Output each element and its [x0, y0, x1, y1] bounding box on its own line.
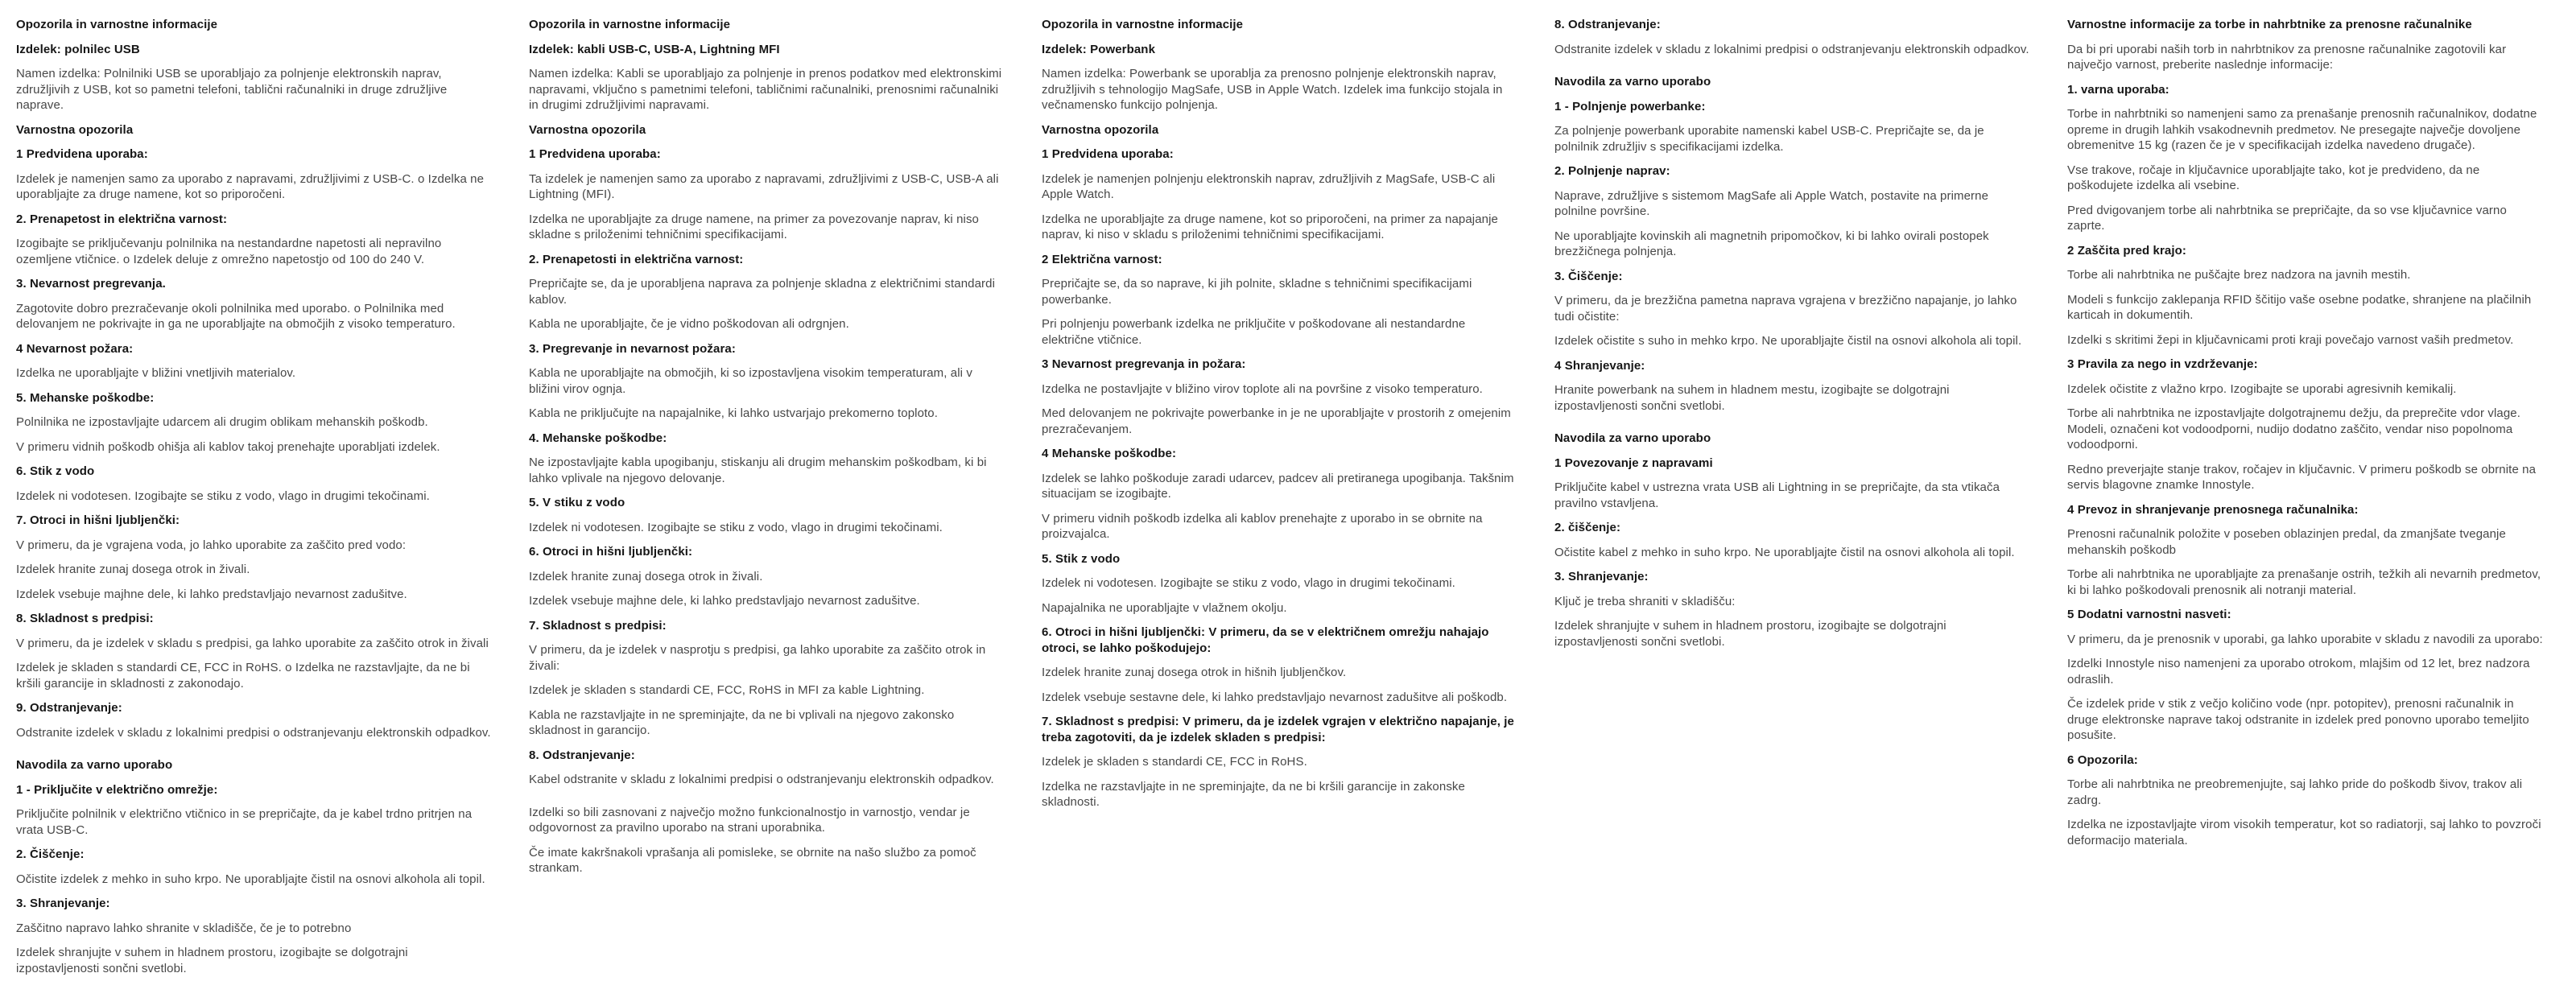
- paragraph: Izdelek očistite z vlažno krpo. Izogibajte se uporabi agresivnih kemikalij.: [2067, 381, 2457, 396]
- paragraph: V primeru, da je izdelek v nasprotju s predpisi, ga lahko uporabite za zaščito otrok in živali:: [529, 643, 986, 673]
- paragraph: Za polnjenje powerbank uporabite namenski kabel USB-C. Prepričajte se, da je polnilnik združljiv s specifikacijami izdelka.: [1554, 124, 1984, 154]
- section-heading: 8. Skladnost s predpisi:: [16, 612, 154, 625]
- section-heading: Varnostna opozorila: [529, 122, 646, 137]
- paragraph: Izdelek ni vodotesen. Izogibajte se stiku z vodo, vlago in drugimi tekočinami.: [1042, 576, 1455, 590]
- paragraph: Torbe ali nahrbtnika ne uporabljajte za prenašanje ostrih, težkih ali nevarnih predmetov, ki bi lahko poškodovali prenosnik ali notranji material.: [2067, 567, 2541, 597]
- paragraph: Prepričajte se, da so naprave, ki jih polnite, skladne s tehničnimi specifikacijami powerbanke.: [1042, 277, 1472, 307]
- section-heading: 6. Stik z vodo: [16, 464, 95, 478]
- paragraph: Kabla ne uporabljajte na območjih, ki so izpostavljena visokim temperaturam, ali v bližini virov ognja.: [529, 366, 972, 396]
- paragraph: Zaščitno napravo lahko shranite v skladišče, če je to potrebno: [16, 921, 352, 935]
- section-heading: 2. Prenapetosti in električna varnost:: [529, 252, 744, 266]
- paragraph: Izdelek je skladen s standardi CE, FCC in RoHS.: [1042, 755, 1307, 769]
- section-heading: 1 Predvidena uporaba:: [16, 147, 148, 161]
- section-heading: 1. varna uporaba:: [2067, 82, 2169, 97]
- paragraph: Izdelek vsebuje majhne dele, ki lahko predstavljajo nevarnost zadušitve.: [529, 594, 920, 608]
- section-heading: 5. V stiku z vodo: [529, 496, 625, 509]
- paragraph: Izdelka ne uporabljajte za druge namene, kot so priporočeni, na primer za napajanje naprav, ki niso v skladu s priloženimi tehničnimi specifikacijami.: [1042, 212, 1498, 241]
- paragraph: Izdelek hranite zunaj dosega otrok in živali.: [529, 569, 763, 583]
- paragraph: Izdelki Innostyle niso namenjeni za uporabo otrokom, mlajšim od 12 let, brez nadzora odraslih.: [2067, 657, 2530, 686]
- paragraph: Namen izdelka: Polnilniki USB se uporabljajo za polnjenje elektronskih naprav, združljivih z USB, kot so pametni telefoni, tablični računalniki in druge združljive naprave.: [16, 67, 448, 112]
- section-heading: 3. Shranjevanje:: [1554, 570, 1649, 583]
- paragraph: Polnilnika ne izpostavljajte udarcem ali drugim oblikam mehanskih poškodb.: [16, 415, 428, 429]
- section-heading: 7. Skladnost s predpisi:: [529, 618, 667, 633]
- paragraph: Priključite kabel v ustrezna vrata USB ali Lightning in se prepričajte, da sta vtikača pravilno vstavljena.: [1554, 480, 2000, 510]
- paragraph: Med delovanjem ne pokrivajte powerbanke in je ne uporabljajte v prostorih z omejenim prezračevanjem.: [1042, 406, 1511, 436]
- section-heading: Opozorila in varnostne informacije: [1042, 18, 1244, 31]
- paragraph: Izdelek je namenjen samo za uporabo z napravami, združljivimi z USB-C. o Izdelka ne uporabljajte za druge namene, kot so priporočeni.: [16, 171, 485, 201]
- section-heading: Opozorila in varnostne informacije: [529, 18, 731, 31]
- paragraph: Če izdelek pride v stik z večjo količino vode (npr. potopitev), prenosni računalnik in druge elektronske naprave takoj odstranite in izdelek pred ponovno uporabo temeljito posušite.: [2067, 697, 2529, 742]
- paragraph: Vse trakove, ročaje in ključavnice uporabljajte tako, kot je predvideno, da ne poškodujete izdelka ali vsebine.: [2067, 163, 2480, 192]
- section-heading: 2 Električna varnost:: [1042, 252, 1162, 266]
- section-heading: 4 Shranjevanje:: [1554, 358, 1645, 373]
- column-powerbank-usage: [1554, 17, 2032, 658]
- section-heading: 4 Nevarnost požara:: [16, 341, 134, 356]
- paragraph: Zagotovite dobro prezračevanje okoli polnilnika med uporabo. o Polnilnika med delovanjem ne pokrivajte in ga ne uporabljajte na območjih z visoko temperaturo.: [16, 301, 456, 331]
- paragraph: V primeru, da je izdelek v skladu s predpisi, ga lahko uporabite za zaščito otrok in živali: [16, 636, 489, 650]
- section-heading: 3 Pravila za nego in vzdrževanje:: [2067, 357, 2258, 371]
- paragraph: Napajalnika ne uporabljajte v vlažnem okolju.: [1042, 600, 1287, 615]
- paragraph: Priključite polnilnik v električno vtičnico in se prepričajte, da je kabel trdno pritrjen na vrata USB-C.: [16, 807, 473, 837]
- column-usb-charger: [16, 17, 493, 985]
- paragraph: Kabla ne razstavljajte in ne spreminjajte, da ne bi vplivali na njegovo zakonsko skladnost in garancijo.: [529, 707, 955, 737]
- section-heading: Varnostna opozorila: [1042, 122, 1159, 137]
- paragraph: V primeru vidnih poškodb ohišja ali kablov takoj prenehajte uporabljati izdelek.: [16, 439, 440, 454]
- section-heading: 4. Mehanske poškodbe:: [529, 431, 667, 445]
- section-heading: 8. Odstranjevanje:: [529, 748, 635, 762]
- paragraph: Izdelek je skladen s standardi CE, FCC in RoHS. o Izdelka ne razstavljajte, da ne bi kršili garancije in skladnosti z zakonodajo.: [16, 661, 470, 691]
- paragraph: Prepričajte se, da je uporabljena naprava za polnjenje skladna z električnimi standardi kablov.: [529, 277, 996, 307]
- column-laptop-bags: [2067, 17, 2545, 857]
- paragraph: Naprave, združljive s sistemom MagSafe ali Apple Watch, postavite na primerne polnilne površine.: [1554, 188, 1989, 218]
- paragraph: Izdelka ne postavljajte v bližino virov toplote ali na površine z visoko temperaturo.: [1042, 381, 1483, 396]
- section-heading: 2. čiščenje:: [1554, 521, 1621, 534]
- paragraph: Ta izdelek je namenjen samo za uporabo z napravami, združljivimi z USB-C, USB-A ali Lightning (MFI).: [529, 171, 999, 201]
- section-heading: 6. Otroci in hišni ljubljenčki:: [529, 545, 693, 559]
- section-heading: 7. Otroci in hišni ljubljenčki:: [16, 513, 180, 527]
- paragraph: Namen izdelka: Kabli se uporabljajo za polnjenje in prenos podatkov med elektronskimi napravami, vključno s pametnimi telefoni, tabličnimi računalniki, prenosnimi računalniki in drugimi združljivimi napravami.: [529, 67, 1002, 112]
- section-heading: Navodila za varno uporabo: [1554, 75, 1711, 89]
- section-heading: Opozorila in varnostne informacije: [16, 18, 218, 31]
- section-heading: 6. Otroci in hišni ljubljenčki: V primeru, da se v električnem omrežju nahajajo otroci, se lahko poškodujejo:: [1042, 625, 1489, 655]
- section-heading: 1 Predvidena uporaba:: [529, 147, 661, 161]
- paragraph: Hranite powerbank na suhem in hladnem mestu, izogibajte se dolgotrajni izpostavljenosti sončni svetlobi.: [1554, 383, 1950, 413]
- paragraph: Izdelek očistite s suho in mehko krpo. Ne uporabljajte čistil na osnovi alkohola ali topil.: [1554, 334, 2022, 348]
- section-heading: Varnostna opozorila: [16, 122, 134, 137]
- section-heading: 8. Odstranjevanje:: [1554, 18, 1661, 31]
- paragraph: Torbe ali nahrbtnika ne puščajte brez nadzora na javnih mestih.: [2067, 268, 2411, 282]
- section-heading: 3. Nevarnost pregrevanja.: [16, 277, 166, 291]
- paragraph: Odstranite izdelek v skladu z lokalnimi predpisi o odstranjevanju elektronskih odpadkov.: [1554, 42, 2029, 56]
- paragraph: Očistite izdelek z mehko in suho krpo. Ne uporabljajte čistil na osnovi alkohola ali topil.: [16, 872, 485, 886]
- column-powerbank: [1042, 17, 1519, 819]
- paragraph: Namen izdelka: Powerbank se uporablja za prenosno polnjenje elektronskih naprav, združljivih s tehnologijo MagSafe, USB in Apple Watch. Izdelek ima funkcijo stojala in večnamensko funkcijo polnjenja.: [1042, 67, 1503, 112]
- section-heading: 4 Prevoz in shranjevanje prenosnega računalnika:: [2067, 502, 2359, 517]
- paragraph: Izdelek vsebuje majhne dele, ki lahko predstavljajo nevarnost zadušitve.: [16, 587, 407, 601]
- paragraph: Izdelka ne izpostavljajte virom visokih temperatur, kot so radiatorji, saj lahko to povzroči deformacijo materiala.: [2067, 818, 2541, 847]
- paragraph: V primeru, da je brezžična pametna naprava vgrajena v brezžično napajanje, jo lahko tudi očistite:: [1554, 294, 2017, 324]
- paragraph: Očistite kabel z mehko in suho krpo. Ne uporabljajte čistil na osnovi alkohola ali topil.: [1554, 545, 2015, 559]
- paragraph: V primeru vidnih poškodb izdelka ali kablov prenehajte z uporabo in se obrnite na proizvajalca.: [1042, 511, 1483, 541]
- paragraph: Izdelki s skritimi žepi in ključavnicami proti kraji povečajo varnost vaših predmetov.: [2067, 332, 2514, 347]
- section-heading: Varnostne informacije za torbe in nahrbtnike za prenosne računalnike: [2067, 18, 2472, 31]
- paragraph: Torbe ali nahrbtnika ne izpostavljajte dolgotrajnemu dežju, da preprečite vdor vlage. Modeli, označeni kot vodoodporni, nudijo dodatno zaščito, vendar niso popolnoma vodoodporni.: [2067, 406, 2520, 451]
- section-heading: Navodila za varno uporabo: [16, 758, 173, 772]
- section-heading: 2. Prenapetost in električna varnost:: [16, 212, 228, 226]
- paragraph: V primeru, da je vgrajena voda, jo lahko uporabite za zaščito pred vodo:: [16, 538, 407, 552]
- paragraph: Izdelek je namenjen polnjenju elektronskih naprav, združljivih z MagSafe, USB-C ali Apple Watch.: [1042, 171, 1496, 201]
- section-heading: 1 Predvidena uporaba:: [1042, 147, 1174, 161]
- paragraph: Izdelek hranite zunaj dosega otrok in živali.: [16, 563, 250, 576]
- section-heading: 7. Skladnost s predpisi: V primeru, da je izdelek vgrajen v električno napajanje, je treba zagotoviti, da je izdelek skladen s predpisi:: [1042, 715, 1514, 744]
- paragraph: Pri polnjenju powerbank izdelka ne priključite v poškodovane ali nestandardne električne vtičnice.: [1042, 317, 1466, 347]
- section-heading: 3. Shranjevanje:: [16, 897, 110, 910]
- paragraph: Izdelka ne uporabljajte za druge namene, na primer za povezovanje naprav, ki niso skladne s priloženimi tehničnimi specifikacijami.: [529, 212, 979, 241]
- paragraph: Izdelka ne razstavljajte in ne spreminjajte, da ne bi kršili garancije in zakonske skladnosti.: [1042, 779, 1465, 809]
- paragraph: Izdelek ni vodotesen. Izogibajte se stiku z vodo, vlago in drugimi tekočinami.: [16, 489, 430, 503]
- paragraph: V primeru, da je prenosnik v uporabi, ga lahko uporabite v skladu z navodili za uporabo:: [2067, 632, 2543, 646]
- section-heading: 1 - Priključite v električno omrežje:: [16, 782, 218, 797]
- section-heading: 6 Opozorila:: [2067, 752, 2138, 767]
- section-heading: Izdelek: polnilec USB: [16, 42, 140, 56]
- paragraph: Izdelek se lahko poškoduje zaradi udarcev, padcev ali pretiranega upogibanja. Takšnim situacijam se izogibajte.: [1042, 471, 1514, 501]
- paragraph: Da bi pri uporabi naših torb in nahrbtnikov za prenosne računalnike zagotovili kar največjo varnost, preberite naslednje informacije:: [2067, 42, 2507, 72]
- paragraph: Izdelek shranjujte v suhem in hladnem prostoru, izogibajte se dolgotrajni izpostavljenosti sončni svetlobi.: [16, 946, 408, 975]
- column-cables: [529, 17, 1006, 885]
- paragraph: Izdelek hranite zunaj dosega otrok in hišnih ljubljenčkov.: [1042, 666, 1347, 679]
- section-heading: 5 Dodatni varnostni nasveti:: [2067, 608, 2231, 621]
- paragraph: Ne izpostavljajte kabla upogibanju, stiskanju ali drugim mehanskim poškodbam, ki bi lahko vplivale na njegovo delovanje.: [529, 456, 987, 485]
- paragraph: Modeli s funkcijo zaklepanja RFID ščitijo vaše osebne podatke, shranjene na plačilnih karticah in dokumentih.: [2067, 292, 2532, 322]
- paragraph: Izdelek je skladen s standardi CE, FCC, RoHS in MFI za kable Lightning.: [529, 683, 925, 697]
- paragraph: Torbe ali nahrbtnika ne preobremenjujte, saj lahko pride do poškodb šivov, trakov ali zadrg.: [2067, 777, 2523, 807]
- section-heading: Izdelek: Powerbank: [1042, 42, 1156, 56]
- section-heading: Navodila za varno uporabo: [1554, 431, 1711, 445]
- paragraph: Izdelek ni vodotesen. Izogibajte se stiku z vodo, vlago in drugimi tekočinami.: [529, 520, 943, 534]
- section-heading: 3. Pregrevanje in nevarnost požara:: [529, 341, 736, 356]
- section-heading: Izdelek: kabli USB-C, USB-A, Lightning MFI: [529, 42, 780, 56]
- paragraph: Odstranite izdelek v skladu z lokalnimi predpisi o odstranjevanju elektronskih odpadkov.: [16, 725, 491, 740]
- paragraph: Prenosni računalnik položite v poseben oblazinjen predal, da zmanjšate tveganje mehanskih poškodb: [2067, 527, 2506, 557]
- section-heading: 5. Mehanske poškodbe:: [16, 390, 155, 405]
- paragraph: Pred dvigovanjem torbe ali nahrbtnika se prepričajte, da so vse ključavnice varno zaprte.: [2067, 203, 2507, 233]
- paragraph: Kabla ne priključujte na napajalnike, ki lahko ustvarjajo prekomerno toploto.: [529, 406, 938, 420]
- paragraph: Redno preverjajte stanje trakov, ročajev in ključavnic. V primeru poškodb se obrnite na servis blagovne znamke Innostyle.: [2067, 462, 2537, 492]
- paragraph: Ključ je treba shraniti v skladišču:: [1554, 594, 1736, 608]
- section-heading: 2 Zaščita pred krajo:: [2067, 243, 2186, 258]
- section-heading: 3 Nevarnost pregrevanja in požara:: [1042, 357, 1246, 371]
- section-heading: 2. Čiščenje:: [16, 847, 85, 861]
- paragraph: Kabla ne uporabljajte, če je vidno poškodovan ali odrgnjen.: [529, 317, 849, 331]
- section-heading: 5. Stik z vodo: [1042, 551, 1121, 566]
- paragraph: Če imate kakršnakoli vprašanja ali pomisleke, se obrnite na našo službo za pomoč strankam.: [529, 845, 976, 875]
- paragraph: Izdelek shranjujte v suhem in hladnem prostoru, izogibajte se dolgotrajni izpostavljenosti sončni svetlobi.: [1554, 619, 1946, 649]
- section-heading: 2. Polnjenje naprav:: [1554, 164, 1670, 178]
- paragraph: Izdelek vsebuje sestavne dele, ki lahko predstavljajo nevarnost zadušitve ali poškodb.: [1042, 690, 1508, 704]
- section-heading: 1 Povezovanje z napravami: [1554, 456, 1713, 470]
- section-heading: 9. Odstranjevanje:: [16, 701, 122, 715]
- paragraph: Torbe in nahrbtniki so namenjeni samo za prenašanje prenosnih računalnikov, dodatne opreme in drugih lahkih vsakodnevnih predmetov. Ne presegajte največje dovoljene obremenitve 15 kg (razen če je v specifikacijah izdelka navedeno drugače).: [2067, 107, 2537, 152]
- paragraph: Izdelka ne uporabljajte v bližini vnetljivih materialov.: [16, 366, 296, 380]
- paragraph: Kabel odstranite v skladu z lokalnimi predpisi o odstranjevanju elektronskih odpadkov.: [529, 773, 994, 786]
- section-heading: 4 Mehanske poškodbe:: [1042, 447, 1177, 460]
- section-heading: 3. Čiščenje:: [1554, 269, 1623, 283]
- paragraph: Izdelki so bili zasnovani z največjo možno funkcionalnostjo in varnostjo, vendar je odgovornost za pravilno uporabo na strani uporabnika.: [529, 805, 970, 835]
- paragraph: Ne uporabljajte kovinskih ali magnetnih pripomočkov, ki bi lahko ovirali postopek brezžičnega polnjenja.: [1554, 229, 1989, 258]
- section-heading: 1 - Polnjenje powerbanke:: [1554, 99, 1706, 113]
- paragraph: Izogibajte se priključevanju polnilnika na nestandardne napetosti ali nepravilno ozemljene vtičnice. o Izdelek deluje z omrežno napetostjo od 100 do 240 V.: [16, 237, 442, 266]
